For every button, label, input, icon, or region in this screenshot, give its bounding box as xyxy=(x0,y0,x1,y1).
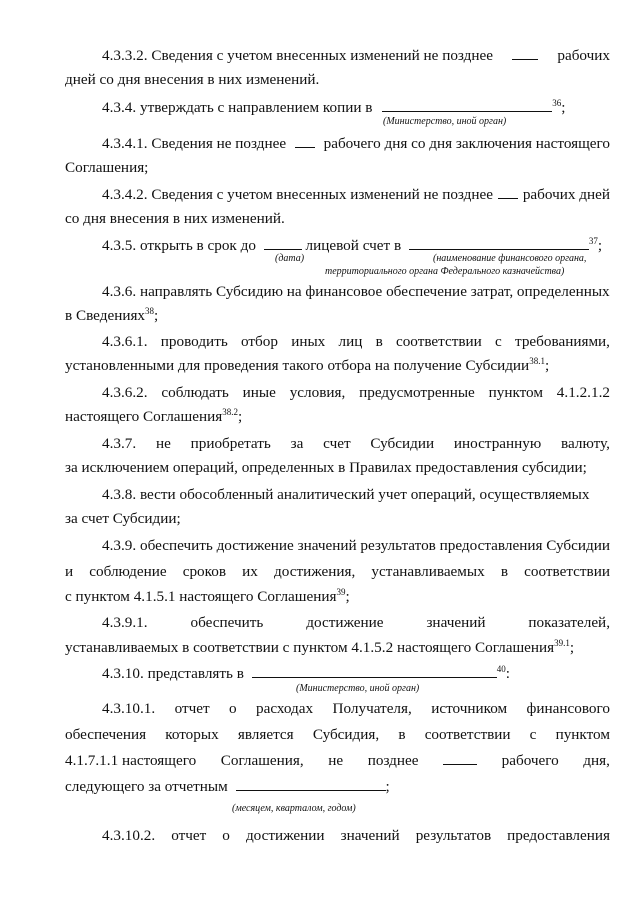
clause-text: 4.3.4.1. Сведения не позднее xyxy=(102,135,287,152)
clause-text: в Сведениях xyxy=(65,307,146,324)
clause-text: Соглашения; xyxy=(65,159,149,176)
clause-4-3-8-line1 xyxy=(102,483,610,507)
caption-treasury: территориального органа Федерального казначейства) xyxy=(325,266,565,277)
footnote-ref: 38.2 xyxy=(222,407,238,417)
clause-4-3-6-1-line2: установленными для проведения такого отбора на получение Субсидии$^{38.1}$; xyxy=(65,356,550,374)
clause-4-3-8-line2 xyxy=(65,507,610,531)
clause-4-3-10-1-line4: следующего за отчетным ; xyxy=(65,778,390,795)
blank-field xyxy=(498,184,518,199)
clause-4-3-10-1-line2: обеспечения которых является Субсидия, в соответствии с пунктом xyxy=(65,726,610,743)
clause-4-3-6-2-line1: 4.3.6.2. соблюдать иные условия, предусмотренные пунктом 4.1.2.1.2 xyxy=(102,384,610,401)
clause-text: позднее xyxy=(367,752,419,769)
clause-4-3-4-1-line1 xyxy=(102,132,610,156)
clause-text: с пунктом 4.1.5.1 настоящего Соглашения xyxy=(65,588,337,605)
clause-4-3-6-line1 xyxy=(102,280,610,304)
caption-date: (дата) xyxy=(275,253,305,264)
clause-text: со дня внесения в них изменений. xyxy=(65,210,285,227)
clause-4-3-6-line2: в Сведениях$^{38}$; xyxy=(65,306,159,324)
clause-4-3-4: 4.3.4. утверждать с направлением копии в $^{36}$; xyxy=(102,98,566,116)
blank-field xyxy=(512,45,538,60)
clause-4-3-6-2-line2: настоящего Соглашения$^{38.2}$; xyxy=(65,407,243,425)
clause-4-3-10-1-line1: 4.3.10.1. отчет о расходах Получателя, источником финансового xyxy=(102,700,610,717)
clause-text: установленными для проведения такого отбора на получение Субсидии xyxy=(65,357,530,374)
clause-text: устанавливаемых в соответствии с пунктом 4.1.5.2 настоящего Соглашения xyxy=(65,639,555,656)
footnote-ref: 40 xyxy=(496,664,506,674)
clause-text: рабочих дней xyxy=(522,186,610,203)
clause-text: рабочих xyxy=(557,47,610,64)
clause-text: 4.3.9. обеспечить достижение значений результатов предоставления Субсидии xyxy=(102,537,610,554)
clause-text: следующего за отчетным xyxy=(65,778,228,795)
clause-4-3-4-2-line1 xyxy=(102,183,610,207)
clause-text: 4.1.7.1.1 настоящего xyxy=(65,752,197,769)
footnote-ref: 38 xyxy=(145,306,155,316)
clause-text: настоящего Соглашения xyxy=(65,408,223,425)
clause-text: 4.3.10. представлять в xyxy=(102,665,244,682)
footnote-ref: 39 xyxy=(336,587,346,597)
clause-4-3-10: 4.3.10. представлять в $^{40}$: xyxy=(102,664,510,682)
blank-field xyxy=(443,750,477,765)
clause-4-3-7-line2 xyxy=(65,456,610,480)
clause-4-3-6-1-line1: 4.3.6.1. проводить отбор иных лиц в соответствии с требованиями, xyxy=(102,333,610,350)
clause-4-3-4-1-line2 xyxy=(65,156,610,180)
clause-text: 4.3.3.2. Сведения с учетом внесенных изменений не позднее xyxy=(102,47,493,64)
blank-field xyxy=(236,776,386,791)
clause-text: не xyxy=(328,752,344,769)
clause-text: 4.3.4. утверждать с направлением копии в xyxy=(102,99,373,116)
clause-4-3-9-line1 xyxy=(102,534,610,558)
clause-4-3-10-1-line3 xyxy=(65,749,610,773)
footnote-ref: 36 xyxy=(552,98,562,108)
blank-field xyxy=(264,235,302,250)
caption-period: (месяцем, кварталом, годом) xyxy=(232,803,356,814)
clause-4-3-9-line3: с пунктом 4.1.5.1 настоящего Соглашения$^{39}$; xyxy=(65,587,350,605)
clause-4-3-3-2-line2 xyxy=(65,68,610,92)
clause-4-3-7-line1: 4.3.7. не приобретать за счет Субсидии иностранную валюту, xyxy=(102,435,610,452)
blank-field xyxy=(295,133,315,148)
caption-fin-organ: (наименование финансового органа, xyxy=(433,253,587,264)
clause-4-3-9-1-line2: устанавливаемых в соответствии с пунктом 4.1.5.2 настоящего Соглашения$^{39.1}$; xyxy=(65,638,575,656)
blank-field xyxy=(382,97,552,112)
clause-4-3-3-2-line1 xyxy=(102,44,610,68)
caption-ministry: (Министерство, иной орган) xyxy=(296,683,420,694)
clause-text: за счет Субсидии; xyxy=(65,510,181,527)
clause-text: 4.3.8. вести обособленный аналитический учет операций, осуществляемых xyxy=(102,486,590,503)
clause-4-3-9-1-line1: 4.3.9.1. обеспечить достижение значений показателей, xyxy=(102,614,610,631)
clause-text: рабочего xyxy=(501,752,559,769)
footnote-ref: 39.1 xyxy=(554,638,570,648)
footnote-ref: 38.1 xyxy=(529,356,545,366)
clause-4-3-4-2-line2 xyxy=(65,207,610,231)
clause-text: 4.3.4.2. Сведения с учетом внесенных изменений не позднее xyxy=(102,186,493,203)
blank-field xyxy=(409,235,589,250)
clause-4-3-10-2-line1: 4.3.10.2. отчет о достижении значений результатов предоставления xyxy=(102,827,610,844)
clause-text: лицевой счет в xyxy=(305,237,402,254)
clause-text: Соглашения, xyxy=(220,752,304,769)
clause-text: рабочего дня со дня заключения настоящего xyxy=(323,135,610,152)
clause-4-3-9-line2: и соблюдение сроков их достижения, устанавливаемых в соответствии xyxy=(65,563,610,580)
clause-text: дня, xyxy=(583,752,610,769)
clause-4-3-5: 4.3.5. открыть в срок до лицевой счет в $^{37}$; xyxy=(102,236,603,254)
clause-text: за исключением операций, определенных в Правилах предоставления субсидии; xyxy=(65,459,587,476)
clause-text: 4.3.5. открыть в срок до xyxy=(102,237,256,254)
footnote-ref: 37 xyxy=(588,236,598,246)
caption-ministry: (Министерство, иной орган) xyxy=(383,116,507,127)
clause-text: 4.3.6. направлять Субсидию на финансовое обеспечение затрат, определенных xyxy=(102,283,610,300)
blank-field xyxy=(252,663,497,678)
clause-text: дней со дня внесения в них изменений. xyxy=(65,71,320,88)
